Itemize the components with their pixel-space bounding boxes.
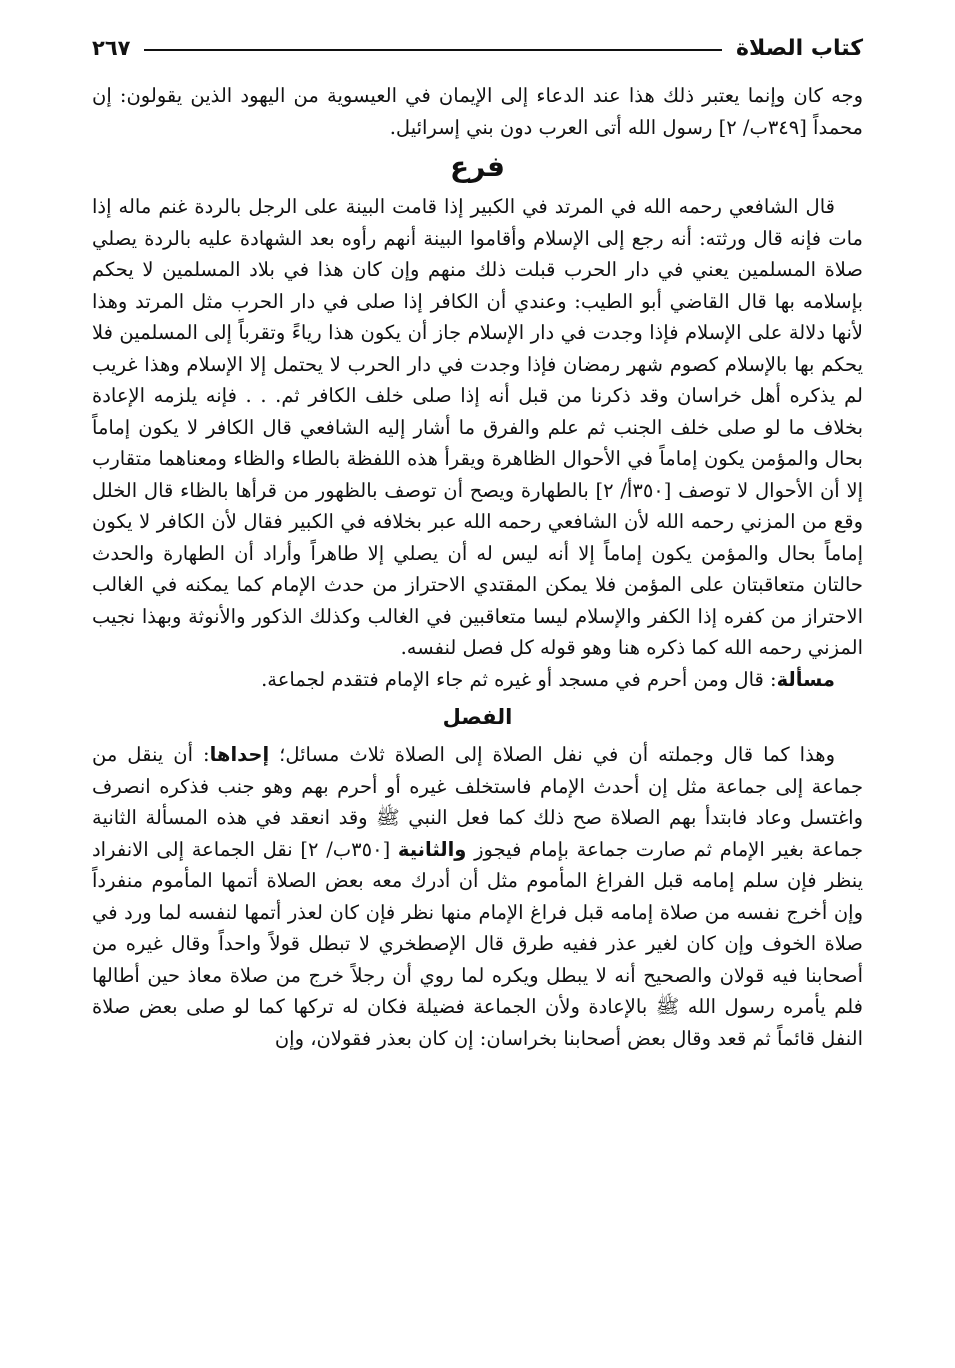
- keyword-ihdaha: إحداها: [209, 743, 270, 766]
- fasl-text-2: : أن ينقل من جماعة إلى جماعة مثل إن أحدث الإمام فاستخلف غيره أو أحرم بهم وهو جنب فذكره انصرف واغتسل وعاد فابتدأ بهم الصلاة صح ذلك كما فعل النبي ﷺ وقد انعقد في هذه المسألة الثانية جماعة بغير الإمام ثم صارت جماعة بإمام فيجوز: [92, 743, 864, 861]
- fasl-text-3: [٣٥٠ب/ ٢] نقل الجماعة إلى الانفراد ينظر فإن سلم إمامه قبل الفراغ المأموم مثل أن أدرك معه بعض الصلاة أتمها المأموم منفرداً وإن أخرج نفسه من صلاة إمامه قبل فراغ الإمام منها نظر فإن كان لعذر أتمها لنفسه لما ورد في صلاة الخوف وإن كان لغير عذر ففيه طرق قال الإصطخري لا تبطل قولاً واحداً وقال غيره من أصحابنا فيه قولان والصحيح أنه لا يبطل ويكره لما روي أن رجلاً خرج من صلاة معاذ حين أطالها فلم يأمره رسول الله ﷺ بالإعادة ولأن الجماعة فضيلة فكان له تركها كما لو صلى بعض صلاة النفل قائماً ثم قعد وقال بعض أصحابنا بخراسان: إن كان بعذر فقولان، وإن: [92, 837, 863, 1050]
- paragraph-continuation: وجه كان وإنما يعتبر ذلك هذا عند الدعاء إلى الإيمان في العيسوية من اليهود الذين يقولون: إن محمداً [٣٤٩ب/ ٢] رسول الله أتى العرب دون بني إسرائيل.: [92, 84, 863, 139]
- page-number: ٢٦٧: [92, 36, 131, 60]
- masala-text: : قال ومن أحرم في مسجد أو غيره ثم جاء الإمام فتقدم لجماعة.: [261, 667, 777, 691]
- page-header: [92, 28, 863, 68]
- fasl-text-1: وهذا كما قال وجملته أن في نفل الصلاة إلى الصلاة ثلاث مسائل؛: [269, 743, 836, 766]
- page-body: [92, 80, 863, 1054]
- paragraph-fasl: [92, 739, 863, 1054]
- masala-label: مسألة: [776, 667, 835, 691]
- header-rule: [144, 49, 722, 51]
- keyword-thaniya: والثانية: [397, 837, 467, 861]
- section-heading-far: فرع: [450, 150, 505, 183]
- paragraph-far: قال الشافعي رحمه الله في المرتد في الكبير إذا قامت البينة على الرجل بالردة غنم ماله إذا مات فإنه قال ورثته: أنه رجع إلى الإسلام وأقاموا البينة أنهم رأوه بعد الشهادة عليه بالردة يصلي صلاة المسلمين يعني في دار الحرب قبلت ذلك منهم وإن كان هذا في بلاد المسلمين لا يحكم بإسلامه بها قال القاضي أبو الطيب: وعندي أن الكافر إذا صلى في دار الحرب مثل المرتد وهذا لأنها دلالة على الإسلام فإذا وجدت في دار الإسلام جاز أن يكون هذا رياءً وتقرباً إلى المسلمين فلا يحكم بها بالإسلام كصوم شهر رمضان فإذا وجدت في دار الحرب لا يحتمل إلا الإسلام وهذا غريب لم يذكره أهل خراسان وقد ذكرنا من قبل أنه إذا صلى خلف الكافر ثم. . . فإنه يلزمه الإعادة بخلاف ما لو صلى خلف الجنب ثم علم والفرق ما أشار إليه الشافعي قال الكافر لا يكون إماماً بحال والمؤمن يكون إماماً في الأحوال الظاهرة ويقرأ هذه اللفظة بالطاء والظاء ومعناهما متقارب إلا أن الأحوال لا توصف [٣٥٠أ/ ٢] بالطهارة ويصح أن توصف بالظهور من قرأها بالظاء قال الخلل وقع من المزني رحمه الله لأن الشافعي رحمه الله عبر بخلافه في الكبير فقال لأن الكافر لا يكون إماماً بحال والمؤمن يكون إماماً إلا أنه ليس له أن يصلي إلا طاهراً وأراد أن الطهارة والحدث حالتان متعاقبتان على المؤمن فلا يمكن المقتدي الاحتراز من حدث الإمام كما يمكنه في الغالب الاحتراز من كفره إذا الكفر والإسلام ليسا متعاقبين في الغالب وكذلك الذكور والأنوثة وبهذا نجيب المزني رحمه الله كما ذكره هنا وهو قوله كل فصل لنفسه.: [92, 195, 864, 659]
- section-heading-fasl: الفصل: [442, 705, 513, 729]
- running-title: كتاب الصلاة: [736, 35, 863, 61]
- masala-paragraph: [92, 664, 863, 696]
